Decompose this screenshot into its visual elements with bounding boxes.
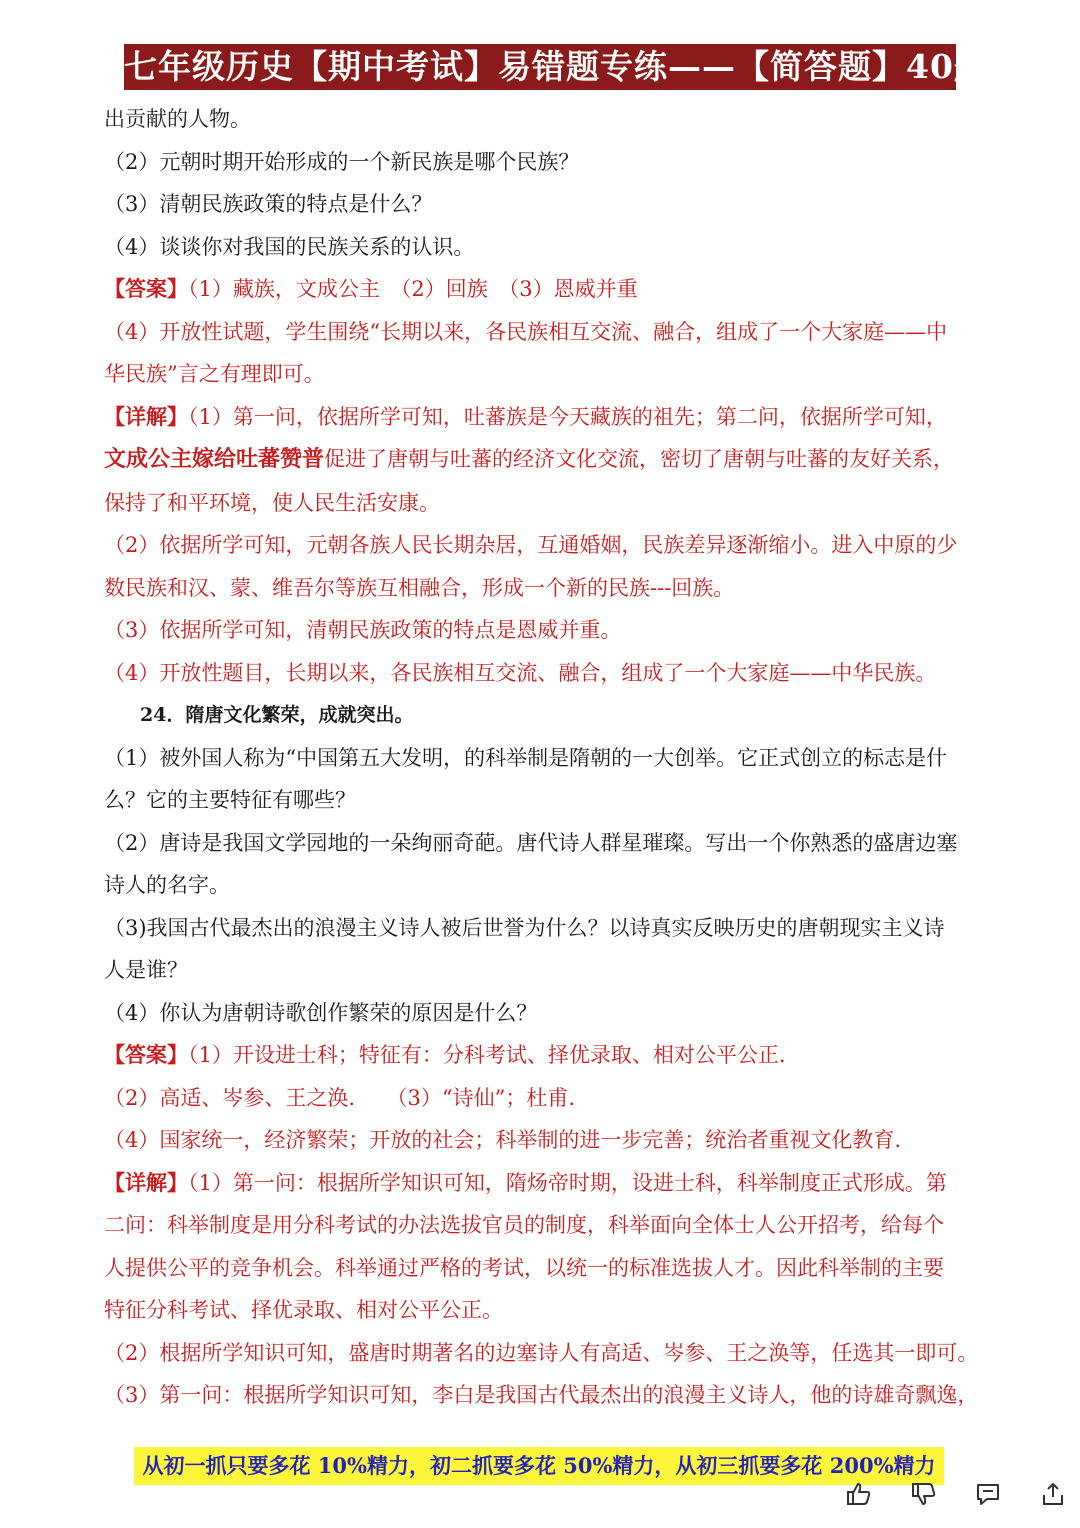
dislike-icon[interactable] bbox=[911, 1481, 937, 1507]
share-icon[interactable] bbox=[1040, 1481, 1066, 1507]
question-item: 么？它的主要特征有哪些？ bbox=[104, 788, 356, 812]
answer-line: （4）国家统一，经济繁荣；开放的社会；科举制的进一步完善；统治者重视文化教育. bbox=[104, 1128, 902, 1152]
answer-line bbox=[104, 268, 984, 311]
explanation-line bbox=[104, 1162, 984, 1205]
question-item: （1）被外国人称为“中国第五大发明，的科举制是隋朝的一大创举。它正式创立的标志是什 bbox=[104, 745, 948, 770]
like-icon[interactable] bbox=[846, 1481, 872, 1507]
question-item: （4）你认为唐朝诗歌创作繁荣的原因是什么？ bbox=[104, 1000, 538, 1025]
explanation-line: 人提供公平的竞争机会。科举通过严格的考试，以统一的标准选拔人才。因此科举制的主要 bbox=[104, 1255, 944, 1280]
explanation-text: （1）第一问，依据所学可知，吐蕃族是今天藏族的祖先；第二问，依据所学可知， bbox=[188, 404, 947, 429]
answer-line bbox=[104, 1034, 984, 1077]
text-line: 出贡献的人物。 bbox=[104, 107, 251, 131]
answer-text: （1）开设进士科；特征有：分科考试、择优录取、相对公平公正. bbox=[188, 1043, 786, 1067]
answer-line: （4）开放性试题，学生围绕“长期以来，各民族相互交流、融合，组成了一个大家庭——中 bbox=[104, 319, 948, 344]
explanation-line: （4）开放性题目，长期以来，各民族相互交流、融合，组成了一个大家庭——中华民族。 bbox=[104, 660, 937, 685]
answer-line: 华民族”言之有理即可。 bbox=[104, 362, 325, 386]
explanation-line: 特征分科考试、择优录取、相对公平公正。 bbox=[104, 1298, 503, 1322]
question-item: （3)我国古代最杰出的浪漫主义诗人被后世誉为什么？以诗真实反映历史的唐朝现实主义诗 bbox=[104, 915, 945, 940]
explanation-line: 保持了和平环境，使人民生活安康。 bbox=[104, 490, 440, 515]
question-heading: 24．隋唐文化繁荣，成就突出。 bbox=[140, 704, 414, 726]
explanation-line: 二问：科举制度是用分科考试的办法选拔官员的制度，科举面向全体士人公开招考，给每个 bbox=[104, 1213, 944, 1237]
explanation-line: （2）根据所学知识可知，盛唐时期著名的边塞诗人有高适、岑参、王之涣等，任选其一即可。 bbox=[104, 1340, 979, 1365]
footer-banner: 从初一抓只要多花 10%精力，初二抓要多花 50%精力，从初三抓要多花 200%精力 bbox=[134, 1447, 944, 1485]
answer-tag: 【答案】 bbox=[104, 276, 188, 301]
explanation-tag: 【详解】 bbox=[104, 1169, 188, 1195]
answer-line: （2）高适、岑参、王之涣. （3）“诗仙”；杜甫. bbox=[104, 1085, 576, 1110]
explanation-line: 数民族和汉、蒙、维吾尔等族互相融合，形成一个新的民族---回族。 bbox=[104, 575, 735, 600]
explanation-text: （1）第一问：根据所学知识可知，隋炀帝时期，设进士科，科举制度正式形成。第 bbox=[188, 1170, 947, 1195]
explanation-line: （3）依据所学可知，清朝民族政策的特点是恩威并重。 bbox=[104, 618, 622, 642]
explanation-line bbox=[104, 396, 984, 439]
explanation-tag: 【详解】 bbox=[104, 403, 188, 429]
question-item: （2）唐诗是我国文学园地的一朵绚丽奇葩。唐代诗人群星璀璨。写出一个你熟悉的盛唐边塞 bbox=[104, 830, 958, 855]
answer-tag: 【答案】 bbox=[104, 1042, 188, 1067]
question-item: （3）清朝民族政策的特点是什么？ bbox=[104, 192, 433, 216]
highlighted-phrase: 文成公主嫁给吐蕃赞普 bbox=[104, 447, 325, 472]
explanation-line bbox=[104, 438, 984, 482]
question-item: 人是谁？ bbox=[104, 958, 188, 982]
answer-text: （1）藏族，文成公主 （2）回族 （3）恩威并重 bbox=[188, 277, 638, 301]
explanation-line: （2）依据所学可知，元朝各族人民长期杂居，互通婚姻，民族差异逐渐缩小。进入中原的少 bbox=[104, 533, 958, 557]
page-title: 七年级历史【期中考试】易错题专练——【简答题】40题 bbox=[124, 44, 956, 90]
question-item: 诗人的名字。 bbox=[104, 873, 230, 897]
explanation-line: （3）第一问：根据所学知识可知，李白是我国古代最杰出的浪漫主义诗人，他的诗雄奇飘逸， bbox=[104, 1383, 979, 1407]
comment-icon[interactable] bbox=[975, 1481, 1001, 1507]
explanation-text: 促进了唐朝与吐蕃的经济文化交流，密切了唐朝与吐蕃的友好关系， bbox=[324, 447, 955, 471]
reaction-toolbar bbox=[846, 1476, 1066, 1512]
question-item: （4）谈谈你对我国的民族关系的认识。 bbox=[104, 234, 475, 259]
document-body bbox=[104, 98, 984, 1417]
question-item: （2）元朝时期开始形成的一个新民族是哪个民族？ bbox=[104, 149, 580, 174]
